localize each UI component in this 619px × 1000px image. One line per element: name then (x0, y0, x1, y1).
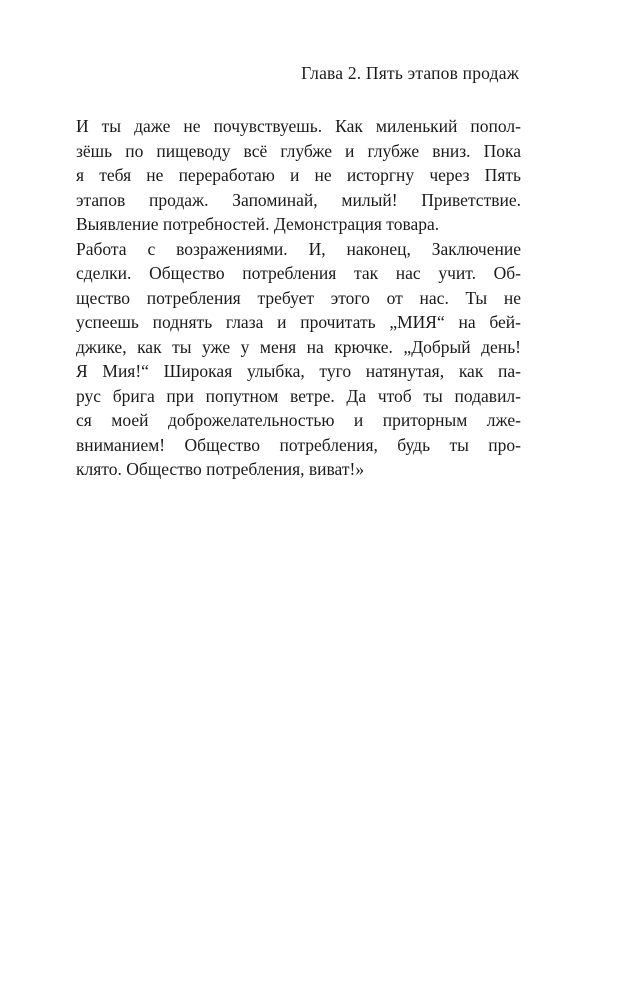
paragraph-line: клято. Общество потребления, виват!» (76, 459, 365, 479)
paragraph-line: Я Мия!“ Широкая улыбка, туго натянутая, как па- (76, 361, 521, 381)
paragraph-line: сделки. Общество потребления так нас учит. Об- (76, 263, 521, 283)
paragraph-line: щество потребления требует этого от нас. Ты не (76, 287, 521, 308)
paragraph-line: зёшь по пищеводу всё глубже и глубже вниз. Пока (76, 140, 521, 161)
paragraph-line: джике, как ты уже у меня на крючке. „Добрый день! (76, 336, 521, 357)
paragraph-line: Выявление потребностей. Демонстрация товара. (76, 214, 440, 234)
paragraph-line: Работа с возражениями. И, наконец, Заключение (76, 238, 521, 259)
paragraph-line: этапов продаж. Запоминай, милый! Приветствие. (76, 189, 521, 210)
paragraph-line: ся моей доброжелательностью и приторным лже- (76, 410, 521, 430)
paragraph-line: вниманием! Общество потребления, будь ты про- (76, 434, 521, 455)
paragraph-line: рус брига при попутном ветре. Да чтоб ты подавил- (76, 385, 521, 406)
paragraph-line: я тебя не переработаю и не исторгну через Пять (76, 165, 521, 185)
running-head: Глава 2. Пять этапов продаж (301, 63, 519, 83)
paragraph-line: успеешь поднять глаза и прочитать „МИЯ“ на бей- (76, 312, 521, 332)
paragraph-line: И ты даже не почувствуешь. Как миленький попол- (76, 116, 521, 136)
body-paragraph (76, 114, 521, 482)
